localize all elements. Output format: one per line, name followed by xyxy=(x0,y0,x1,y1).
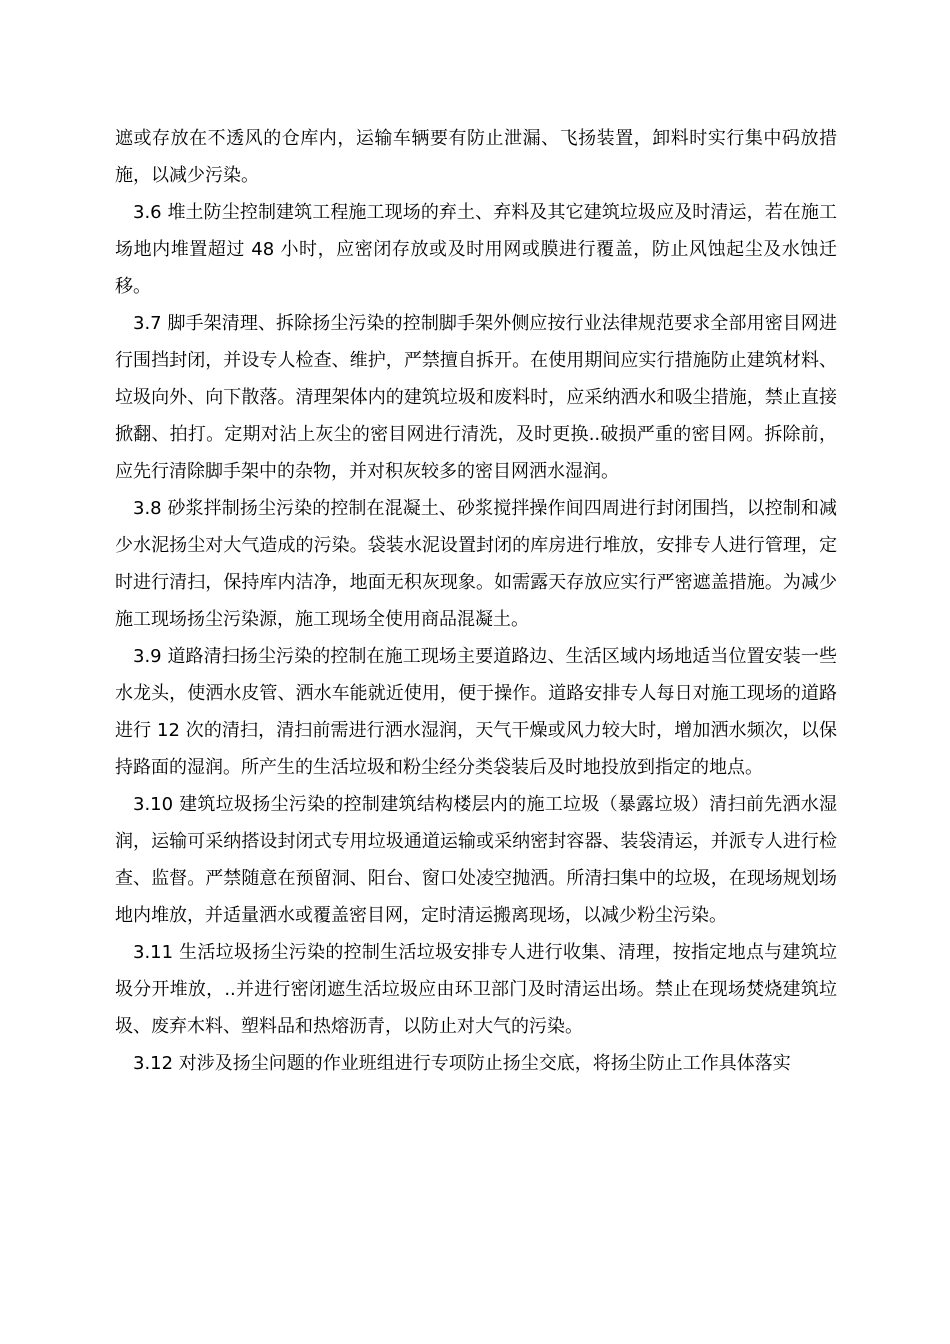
document-body xyxy=(115,120,837,1082)
paragraph-3-10: 3.10 建筑垃圾扬尘污染的控制建筑结构楼层内的施工垃圾（暴露垃圾）清扫前先洒水湿润，运输可采纳搭设封闭式专用垃圾通道运输或采纳密封容器、装袋清运，并派专人进行检查、监督。严禁随意在预留洞、阳台、窗口处凌空抛洒。所清扫集中的垃圾，在现场规划场地内堆放，并适量洒水或覆盖密目网，定时清运搬离现场，以减少粉尘污染。 xyxy=(115,794,837,926)
paragraph-3-12: 3.12 对涉及扬尘问题的作业班组进行专项防止扬尘交底，将扬尘防止工作具体落实 xyxy=(133,1053,791,1074)
paragraph-continuation: 遮或存放在不透风的仓库内，运输车辆要有防止泄漏、飞扬装置，卸料时实行集中码放措施，以减少污染。 xyxy=(115,128,837,186)
paragraph-3-11: 3.11 生活垃圾扬尘污染的控制生活垃圾安排专人进行收集、清理，按指定地点与建筑垃圾分开堆放，..并进行密闭遮生活垃圾应由环卫部门及时清运出场。禁止在现场焚烧建筑垃圾、废弃木料、塑料品和热熔沥青，以防止对大气的污染。 xyxy=(115,942,837,1037)
paragraph-3-6: 3.6 堆土防尘控制建筑工程施工现场的弃土、弃料及其它建筑垃圾应及时清运，若在施工场地内堆置超过 48 小时，应密闭存放或及时用网或膜进行覆盖，防止风蚀起尘及水蚀迁移。 xyxy=(115,202,837,297)
paragraph-3-8: 3.8 砂浆拌制扬尘污染的控制在混凝土、砂浆搅拌操作间四周进行封闭围挡，以控制和减少水泥扬尘对大气造成的污染。袋装水泥设置封闭的库房进行堆放，安排专人进行管理，定时进行清扫，保持库内洁净，地面无积灰现象。如需露天存放应实行严密遮盖措施。为减少施工现场扬尘污染源，施工现场全使用商品混凝土。 xyxy=(115,498,837,630)
paragraph-3-7: 3.7 脚手架清理、拆除扬尘污染的控制脚手架外侧应按行业法律规范要求全部用密目网进行围挡封闭，并设专人检查、维护，严禁擅自拆开。在使用期间应实行措施防止建筑材料、垃圾向外、向下散落。清理架体内的建筑垃圾和废料时，应采纳洒水和吸尘措施，禁止直接掀翻、拍打。定期对沾上灰尘的密目网进行清洗，及时更换..破损严重的密目网。拆除前，应先行清除脚手架中的杂物，并对积灰较多的密目网洒水湿润。 xyxy=(115,313,837,482)
paragraph-3-9: 3.9 道路清扫扬尘污染的控制在施工现场主要道路边、生活区域内场地适当位置安装一些水龙头，使洒水皮管、洒水车能就近使用，便于操作。道路安排专人每日对施工现场的道路进行 12 次的清扫，清扫前需进行洒水湿润，天气干燥或风力较大时，增加洒水频次，以保持路面的湿润。所产生的生活垃圾和粉尘经分类袋装后及时地投放到指定的地点。 xyxy=(115,646,837,778)
